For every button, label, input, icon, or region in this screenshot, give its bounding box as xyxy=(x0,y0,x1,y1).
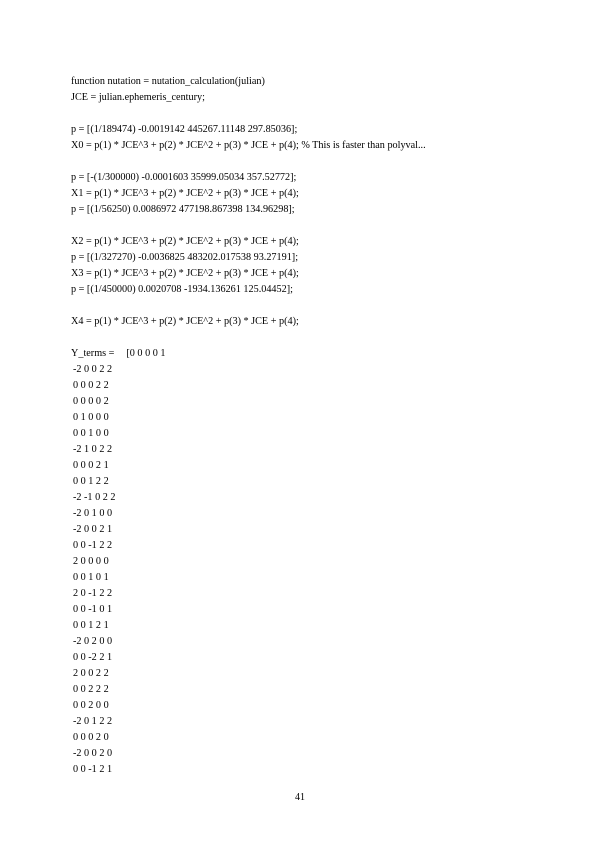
code-line: X4 = p(1) * JCE^3 + p(2) * JCE^2 + p(3) * JCE + p(4); xyxy=(71,316,299,327)
code-line: p = [(1/56250) 0.0086972 477198.867398 134.96298]; xyxy=(71,204,295,215)
page-number: 41 xyxy=(295,792,305,803)
code-line: p = [(1/450000) 0.0020708 -1934.136261 125.04452]; xyxy=(71,284,293,295)
code-line: p = [(1/327270) -0.0036825 483202.017538 93.27191]; xyxy=(71,252,299,263)
y-terms-row: -2 0 1 2 2 xyxy=(73,716,113,727)
blank-line xyxy=(71,106,551,122)
y-terms-row: 0 0 1 0 0 xyxy=(73,428,109,439)
y-terms-row: 0 0 -2 2 1 xyxy=(73,652,113,663)
y-terms-row: -2 -1 0 2 2 xyxy=(73,492,116,503)
blank-line xyxy=(71,218,551,234)
y-terms-row: 2 0 -1 2 2 xyxy=(73,588,113,599)
code-line: function nutation = nutation_calculation(julian) xyxy=(71,76,265,87)
y-terms-label: Y_terms = xyxy=(71,348,115,359)
blank-line xyxy=(71,154,551,170)
y-terms-row: 0 0 0 0 2 xyxy=(73,396,109,407)
y-terms-row: 0 0 1 0 1 xyxy=(73,572,109,583)
code-section-x0 xyxy=(71,122,551,154)
y-terms-row: 0 0 1 2 2 xyxy=(73,476,109,487)
y-terms-row: -2 0 1 0 0 xyxy=(73,508,113,519)
blank-line xyxy=(71,298,551,314)
y-terms-row: -2 0 2 0 0 xyxy=(73,636,113,647)
code-line: p = [(1/189474) -0.0019142 445267.11148 297.85036]; xyxy=(71,124,298,135)
code-section-header xyxy=(71,74,551,106)
y-terms-row: 0 0 0 2 0 xyxy=(73,732,109,743)
code-section-x2-x3 xyxy=(71,234,551,298)
y-terms-row: 0 0 0 2 2 xyxy=(73,380,109,391)
blank-line xyxy=(71,330,551,346)
y-terms-row: 0 0 -1 0 1 xyxy=(73,604,113,615)
code-section-x4 xyxy=(71,314,551,330)
y-terms-matrix xyxy=(71,362,551,778)
y-terms-row: 0 0 2 2 2 xyxy=(73,684,109,695)
y-terms-row: 0 0 2 0 0 xyxy=(73,700,109,711)
y-terms-row: 0 0 1 2 1 xyxy=(73,620,109,631)
code-line: p = [-(1/300000) -0.0001603 35999.05034 357.52772]; xyxy=(71,172,297,183)
y-terms-row: -2 0 0 2 1 xyxy=(73,524,113,535)
y-terms-row: 0 0 -1 2 1 xyxy=(73,764,113,775)
code-section-x1 xyxy=(71,170,551,218)
code-line: X3 = p(1) * JCE^3 + p(2) * JCE^2 + p(3) * JCE + p(4); xyxy=(71,268,299,279)
y-terms-row: 0 0 -1 2 2 xyxy=(73,540,113,551)
y-terms-first-row: [0 0 0 0 1 xyxy=(126,348,166,359)
y-terms-row: 0 1 0 0 0 xyxy=(73,412,109,423)
y-terms-header xyxy=(71,346,551,362)
y-terms-row: 0 0 0 2 1 xyxy=(73,460,109,471)
code-listing xyxy=(71,74,551,778)
code-line: X1 = p(1) * JCE^3 + p(2) * JCE^2 + p(3) * JCE + p(4); xyxy=(71,188,299,199)
y-terms-row: 2 0 0 2 2 xyxy=(73,668,109,679)
code-line: X2 = p(1) * JCE^3 + p(2) * JCE^2 + p(3) * JCE + p(4); xyxy=(71,236,299,247)
y-terms-row: -2 1 0 2 2 xyxy=(73,444,113,455)
y-terms-row: -2 0 0 2 2 xyxy=(73,364,113,375)
y-terms-row: 2 0 0 0 0 xyxy=(73,556,109,567)
code-line: JCE = julian.ephemeris_century; xyxy=(71,92,205,103)
y-terms-row: -2 0 0 2 0 xyxy=(73,748,113,759)
code-line: X0 = p(1) * JCE^3 + p(2) * JCE^2 + p(3) * JCE + p(4); % This is faster than polyval... xyxy=(71,140,426,151)
